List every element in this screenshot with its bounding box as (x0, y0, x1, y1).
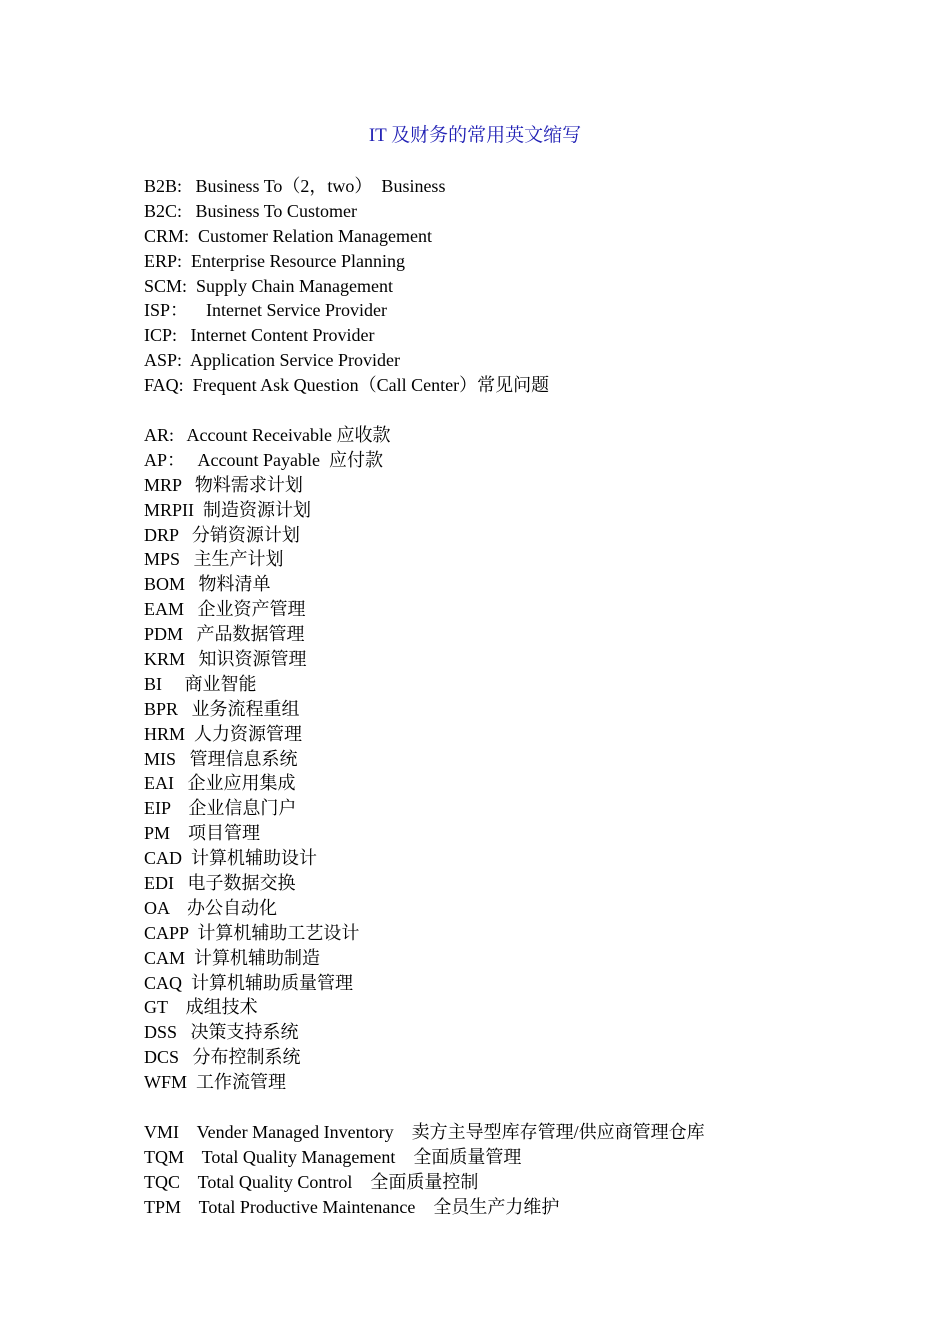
abbreviation-entry: KRM 知识资源管理 (144, 649, 307, 670)
abbreviation-entry: ISP： Internet Service Provider (144, 300, 387, 321)
abbreviation-entry: OA 办公自动化 (144, 897, 278, 918)
abbreviation-entry: TPM Total Productive Maintenance 全员生产力维护 (144, 1196, 560, 1217)
abbreviation-entry: ASP: Application Service Provider (144, 350, 400, 371)
abbreviation-entry: CRM: Customer Relation Management (144, 225, 432, 246)
abbreviation-entry: TQC Total Quality Control 全面质量控制 (144, 1171, 479, 1192)
abbreviation-entry: B2B: Business To（2，two） Business (144, 176, 446, 196)
abbreviation-entry: BPR 业务流程重组 (144, 698, 300, 719)
abbreviation-entry: EDI 电子数据交换 (144, 873, 296, 894)
abbreviation-entry: TQM Total Quality Management 全面质量管理 (144, 1146, 522, 1167)
abbreviation-entry: PM 项目管理 (144, 823, 261, 844)
abbreviation-entry: CAQ 计算机辅助质量管理 (144, 972, 354, 993)
abbreviation-entry: VMI Vender Managed Inventory 卖方主导型库存管理/供应商管理仓库 (144, 1122, 705, 1142)
abbreviation-entry: B2C: Business To Customer (144, 200, 357, 221)
abbreviation-entry: MRP 物料需求计划 (144, 474, 303, 495)
abbreviation-entry: MRPII 制造资源计划 (144, 499, 312, 520)
abbreviation-entry: EAI 企业应用集成 (144, 773, 296, 794)
abbreviation-group-business (144, 174, 549, 398)
abbreviation-entry: WFM 工作流管理 (144, 1072, 287, 1093)
abbreviation-entry: GT 成组技术 (144, 997, 258, 1018)
abbreviation-entry: ERP: Enterprise Resource Planning (144, 250, 405, 271)
abbreviation-entry: AR: Account Receivable 应收款 (144, 425, 391, 445)
abbreviation-entry: ICP: Internet Content Provider (144, 325, 375, 346)
abbreviation-entry: MPS 主生产计划 (144, 549, 284, 570)
abbreviation-entry: EAM 企业资产管理 (144, 599, 306, 620)
abbreviation-entry: DCS 分布控制系统 (144, 1047, 301, 1068)
abbreviation-entry: HRM 人力资源管理 (144, 723, 303, 744)
abbreviation-entry: CAPP 计算机辅助工艺设计 (144, 922, 360, 943)
abbreviation-entry: PDM 产品数据管理 (144, 624, 305, 645)
abbreviation-entry: DSS 决策支持系统 (144, 1022, 299, 1043)
abbreviation-entry: AP： Account Payable 应付款 (144, 449, 383, 470)
abbreviation-entry: BI 商业智能 (144, 673, 257, 694)
abbreviation-group-quality (144, 1120, 705, 1220)
abbreviation-entry: CAM 计算机辅助制造 (144, 947, 321, 968)
abbreviation-entry: CAD 计算机辅助设计 (144, 848, 318, 869)
abbreviation-group-management (144, 423, 390, 1095)
document-title: IT 及财务的常用英文缩写 (368, 125, 582, 146)
abbreviation-entry: SCM: Supply Chain Management (144, 275, 393, 296)
abbreviation-entry: BOM 物料清单 (144, 574, 271, 595)
abbreviation-entry: DRP 分销资源计划 (144, 524, 300, 545)
abbreviation-entry: FAQ: Frequent Ask Question（Call Center）常见问题 (144, 375, 550, 396)
abbreviation-entry: EIP 企业信息门户 (144, 798, 297, 819)
abbreviation-entry: MIS 管理信息系统 (144, 748, 298, 769)
